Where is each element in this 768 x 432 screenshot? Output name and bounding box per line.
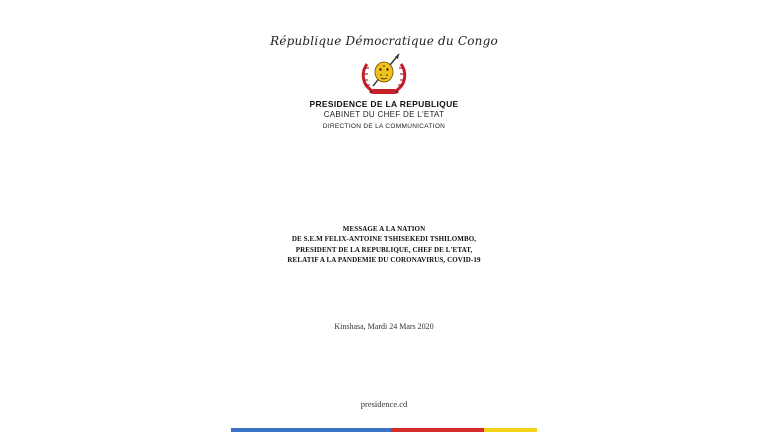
direction-subtitle: DIRECTION DE LA COMMUNICATION	[322, 123, 446, 130]
message-title	[0, 224, 768, 265]
place-date: Kinshasa, Mardi 24 Mars 2020	[334, 322, 434, 331]
institution-title: PRESIDENCE DE LA REPUBLIQUE	[309, 99, 459, 109]
message-title-line: DE S.E.M FELIX-ANTOINE TSHISEKEDI TSHILOMBO,	[291, 235, 477, 244]
flag-bar-blue	[231, 428, 391, 432]
website-link[interactable]: presidence.cd	[360, 399, 408, 409]
message-title-line: RELATIF A LA PANDEMIE DU CORONAVIRUS, COVID-19	[287, 255, 481, 264]
flag-bar-yellow	[484, 428, 537, 432]
message-title-line: PRESIDENT DE LA REPUBLIQUE, CHEF DE L'ETAT,	[295, 245, 473, 254]
message-title-line: MESSAGE A LA NATION	[342, 225, 426, 233]
drc-coat-of-arms-icon	[359, 52, 409, 98]
flag-color-bar	[231, 428, 537, 432]
cabinet-subtitle: CABINET DU CHEF DE L'ETAT	[323, 110, 445, 119]
flag-bar-red	[391, 428, 484, 432]
country-name: République Démocratique du Congo	[270, 34, 498, 48]
